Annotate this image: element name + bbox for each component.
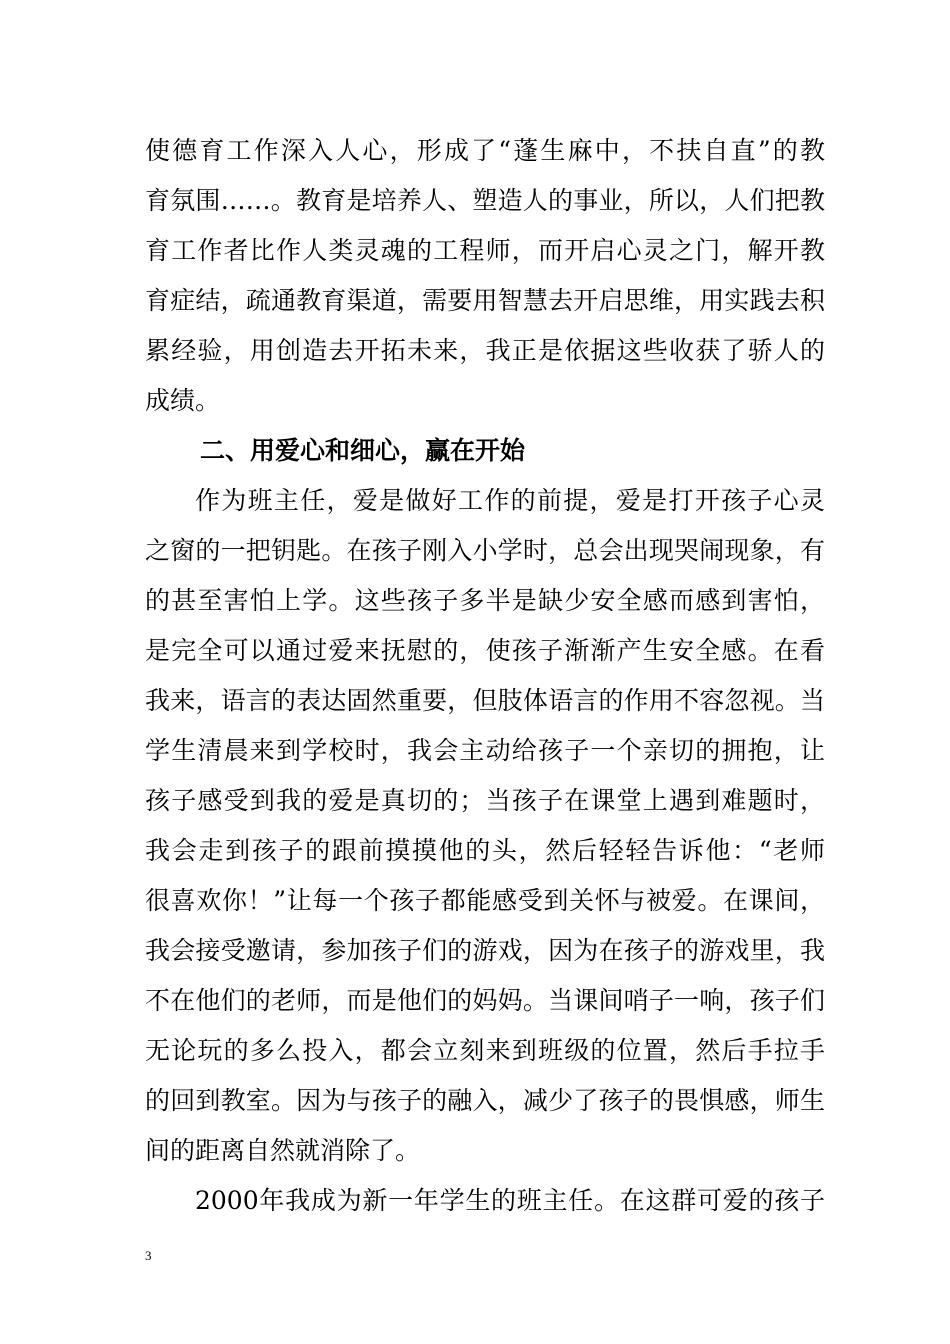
paragraph-line: 间的距离自然就消除了。 [145,1136,421,1165]
paragraph-line: 作为班主任，爱是做好工作的前提，爱是打开孩子心灵 [195,486,825,515]
section-heading: 二、用爱心和细心，赢在开始 [200,436,526,465]
paragraph-line: 我来，语言的表达固然重要，但肢体语言的作用不容忽视。当 [145,686,825,715]
paragraph-line: 2000年我成为新一年学生的班主任。在这群可爱的孩子 [195,1186,825,1215]
paragraph-line: 不在他们的老师，而是他们的妈妈。当课间哨子一响，孩子们 [145,986,825,1015]
paragraph-line: 我会走到孩子的跟前摸摸他的头，然后轻轻告诉他：“老师 [145,836,825,865]
paragraph-line: 育工作者比作人类灵魂的工程师，而开启心灵之门，解开教 [145,236,825,265]
page-number: 3 [145,1248,152,1263]
paragraph-line: 累经验，用创造去开拓未来，我正是依据这些收获了骄人的 [145,336,825,365]
paragraph-line: 育症结，疏通教育渠道，需要用智慧去开启思维，用实践去积 [145,286,825,315]
paragraph-line: 无论玩的多么投入，都会立刻来到班级的位置，然后手拉手 [145,1036,825,1065]
paragraph-line: 我会接受邀请，参加孩子们的游戏，因为在孩子的游戏里，我 [145,936,825,965]
paragraph-line: 的回到教室。因为与孩子的融入，减少了孩子的畏惧感，师生 [145,1086,825,1115]
paragraph-line: 成绩。 [145,386,221,415]
paragraph-line: 学生清晨来到学校时，我会主动给孩子一个亲切的拥抱，让 [145,736,825,765]
paragraph-line: 是完全可以通过爱来抚慰的，使孩子渐渐产生安全感。在看 [145,636,825,665]
paragraph-line: 使德育工作深入人心，形成了“蓬生麻中，不扶自直”的教 [145,136,825,165]
paragraph-line: 育氛围……。教育是培养人、塑造人的事业，所以，人们把教 [145,186,825,215]
paragraph-line: 之窗的一把钥匙。在孩子刚入小学时，总会出现哭闹现象，有 [145,536,825,565]
paragraph-line: 孩子感受到我的爱是真切的；当孩子在课堂上遇到难题时， [145,786,825,815]
paragraph-line: 的甚至害怕上学。这些孩子多半是缺少安全感而感到害怕， [145,586,825,615]
paragraph-line: 很喜欢你！”让每一个孩子都能感受到关怀与被爱。在课间， [145,886,825,915]
